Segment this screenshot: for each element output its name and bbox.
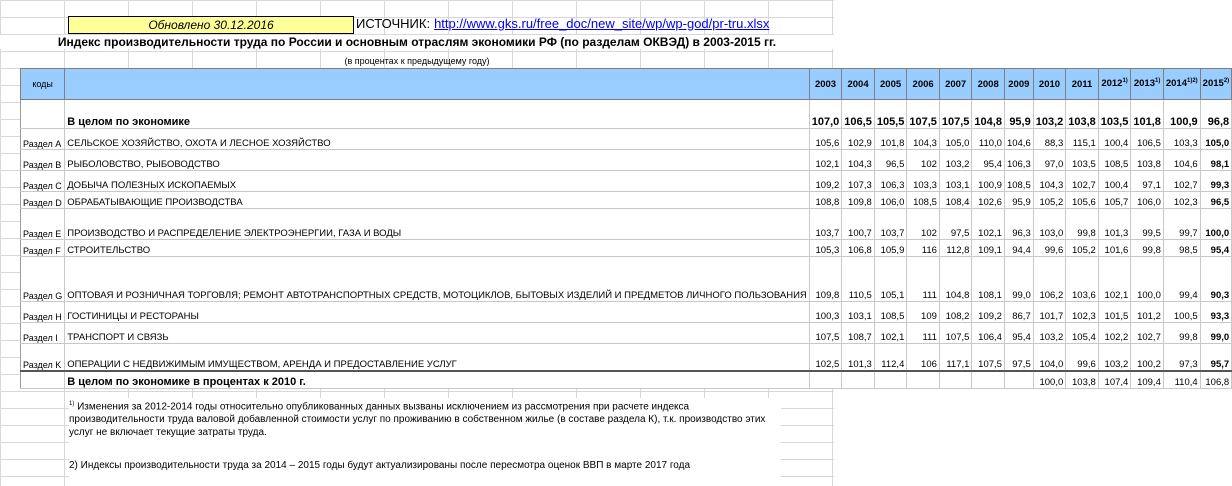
value-cell[interactable]: 102,5 [809, 344, 842, 372]
year-label: 2007 [945, 78, 967, 90]
year-footnote-marker: 1)2) [1187, 78, 1198, 85]
section-code-cell[interactable] [21, 371, 65, 389]
value-cell[interactable]: 97,5 [1004, 344, 1033, 372]
value-cell[interactable]: 111 [907, 323, 940, 344]
value-cell[interactable]: 99,6 [1033, 240, 1066, 257]
value-cell[interactable]: 104,8 [972, 100, 1005, 129]
table-row [21, 100, 1232, 129]
value-cell[interactable]: 102,7 [1163, 171, 1200, 192]
value-cell[interactable] [809, 371, 842, 389]
value-cell[interactable]: 108,7 [842, 323, 875, 344]
value-cell[interactable]: 106,3 [1004, 150, 1033, 171]
value-cell[interactable]: 103,3 [1163, 129, 1200, 150]
value-cell[interactable]: 107,5 [939, 100, 972, 129]
value-cell[interactable]: 104,3 [842, 150, 875, 171]
value-cell[interactable]: 106,5 [1131, 129, 1164, 150]
value-cell[interactable]: 115,1 [1066, 129, 1099, 150]
value-cell[interactable]: 99,5 [1131, 209, 1164, 240]
year-header-2011[interactable] [1066, 69, 1099, 100]
source-link[interactable]: http://www.gks.ru/free_doc/new_site/wp/wp-god/pr-tru.xlsx [434, 16, 770, 31]
value-cell[interactable]: 103,5 [1098, 100, 1131, 129]
year-header-2009[interactable] [1004, 69, 1033, 100]
value-cell[interactable]: 97,0 [1033, 150, 1066, 171]
section-name-cell[interactable]: В целом по экономике в процентах к 2010 г. [65, 371, 810, 389]
year-footnote-marker: 2) [1223, 78, 1230, 85]
value-cell[interactable]: 103,5 [1066, 150, 1099, 171]
table-row [21, 150, 1232, 171]
value-cell[interactable]: 107,5 [972, 344, 1005, 372]
value-cell[interactable]: 97,3 [1163, 344, 1200, 372]
value-cell[interactable]: 95,4 [972, 150, 1005, 171]
section-code-cell[interactable]: Раздел C [21, 171, 65, 192]
value-cell[interactable]: 100,0 [1033, 371, 1066, 389]
value-cell[interactable]: 86,7 [1004, 302, 1033, 323]
section-name-cell[interactable]: В целом по экономике [65, 100, 810, 129]
value-cell[interactable]: 96,5 [874, 150, 907, 171]
value-cell[interactable]: 103,7 [874, 209, 907, 240]
value-cell[interactable]: 103,2 [939, 150, 972, 171]
value-cell[interactable]: 100,9 [972, 171, 1005, 192]
value-cell[interactable]: 108,5 [874, 302, 907, 323]
value-cell[interactable]: 99,0 [1200, 323, 1231, 344]
value-cell[interactable]: 95,9 [1004, 100, 1033, 129]
value-cell[interactable]: 106,3 [874, 171, 907, 192]
section-name-cell[interactable]: ОБРАБАТЫВАЮЩИЕ ПРОИЗВОДСТВА [65, 192, 810, 209]
value-cell[interactable]: 103,2 [1033, 323, 1066, 344]
value-cell[interactable]: 107,4 [1098, 371, 1131, 389]
value-cell[interactable]: 104,6 [1004, 129, 1033, 150]
value-cell[interactable]: 106,8 [842, 240, 875, 257]
value-cell[interactable]: 107,5 [939, 323, 972, 344]
value-cell[interactable]: 106,0 [874, 192, 907, 209]
value-cell[interactable]: 109,2 [972, 302, 1005, 323]
value-cell[interactable]: 105,9 [874, 240, 907, 257]
updated-date-cell[interactable]: Обновлено 30.12.2016 [68, 16, 354, 34]
year-header-2003[interactable] [809, 69, 842, 100]
footnote-2: 2) Индексы производительности труда за 2014 – 2015 годы будут актуализированы после пересмотра оценок ВВП в марте 2017 года [69, 460, 691, 472]
year-label: 2011 [1071, 78, 1093, 90]
value-cell[interactable]: 99,8 [1163, 323, 1200, 344]
value-cell[interactable]: 106,2 [1033, 257, 1066, 302]
value-cell[interactable]: 99,6 [1066, 344, 1099, 372]
section-code-cell[interactable]: Раздел F [21, 240, 65, 257]
value-cell[interactable]: 102,7 [1066, 171, 1099, 192]
year-label: 2010 [1038, 78, 1061, 90]
value-cell[interactable]: 90,3 [1200, 257, 1231, 302]
value-cell[interactable]: 105,6 [809, 129, 842, 150]
year-footnote-marker: 1) [1122, 78, 1128, 85]
year-header-2007[interactable] [939, 69, 972, 100]
value-cell[interactable]: 108,2 [939, 302, 972, 323]
value-cell[interactable] [874, 371, 907, 389]
value-cell[interactable]: 104,0 [1033, 344, 1066, 372]
year-header-2010[interactable] [1033, 69, 1066, 100]
year-header-2012[interactable] [1098, 69, 1131, 100]
year-header-2015[interactable] [1200, 69, 1231, 100]
value-cell[interactable]: 107,5 [809, 323, 842, 344]
value-cell[interactable] [939, 371, 972, 389]
value-cell[interactable]: 103,8 [1066, 371, 1099, 389]
value-cell[interactable]: 106 [907, 344, 940, 372]
value-cell[interactable]: 101,8 [874, 129, 907, 150]
value-cell[interactable]: 99,4 [1163, 257, 1200, 302]
value-cell[interactable]: 100,5 [1163, 302, 1200, 323]
year-label: 2015 [1202, 78, 1224, 90]
value-cell[interactable]: 88,3 [1033, 129, 1066, 150]
value-cell[interactable]: 99,8 [1131, 240, 1164, 257]
table-row-index-2010 [21, 371, 1232, 389]
value-cell[interactable]: 109,1 [972, 240, 1005, 257]
table-row [21, 302, 1232, 323]
value-cell[interactable]: 108,1 [972, 257, 1005, 302]
value-cell[interactable]: 112,8 [939, 240, 972, 257]
value-cell[interactable]: 95,4 [1004, 323, 1033, 344]
value-cell[interactable]: 98,1 [1200, 150, 1231, 171]
value-cell[interactable]: 116 [907, 240, 940, 257]
year-footnote-marker: 1) [1154, 78, 1161, 85]
value-cell[interactable]: 99,0 [1004, 257, 1033, 302]
table-row [21, 323, 1232, 344]
section-code-cell[interactable]: Раздел K [21, 344, 65, 372]
table-row [21, 171, 1232, 192]
value-cell[interactable]: 108,5 [1098, 150, 1131, 171]
value-cell[interactable]: 103,6 [1066, 257, 1099, 302]
value-cell[interactable]: 101,5 [1098, 302, 1131, 323]
section-name-cell[interactable]: ОПЕРАЦИИ С НЕДВИЖИМЫМ ИМУЩЕСТВОМ, АРЕНДА И ПРЕДОСТАВЛЕНИЕ УСЛУГ [65, 344, 810, 372]
table-title: Индекс производительности труда по России и основным отраслям экономики РФ (по разделам ОКВЭД) в 2003-2015 гг. [0, 35, 834, 49]
year-label: 2003 [814, 78, 837, 90]
value-cell[interactable]: 105,0 [1200, 129, 1231, 150]
value-cell[interactable]: 102,1 [1098, 257, 1131, 302]
value-cell[interactable]: 102,6 [972, 192, 1005, 209]
value-cell[interactable]: 105,4 [1066, 323, 1099, 344]
section-code-cell[interactable] [21, 100, 65, 129]
value-cell[interactable]: 97,1 [1131, 171, 1164, 192]
section-code-cell[interactable]: Раздел B [21, 150, 65, 171]
value-cell[interactable]: 102,3 [1066, 302, 1099, 323]
value-cell[interactable] [842, 371, 875, 389]
value-cell[interactable]: 109,8 [809, 257, 842, 302]
value-cell[interactable]: 102,1 [972, 209, 1005, 240]
value-cell[interactable]: 101,6 [1098, 240, 1131, 257]
value-cell[interactable]: 109,8 [842, 192, 875, 209]
section-name-cell[interactable]: ТРАНСПОРТ И СВЯЗЬ [65, 323, 810, 344]
value-cell[interactable]: 104,6 [1163, 150, 1200, 171]
value-cell[interactable]: 104,8 [939, 257, 972, 302]
value-cell[interactable]: 95,4 [1200, 240, 1231, 257]
value-cell[interactable]: 105,1 [874, 257, 907, 302]
value-cell[interactable]: 110,0 [972, 129, 1005, 150]
year-label: 2009 [1008, 78, 1030, 90]
value-cell[interactable]: 99,3 [1200, 171, 1231, 192]
year-label: 2014 [1165, 78, 1187, 90]
value-cell[interactable]: 100,4 [1098, 129, 1131, 150]
footnote-1-marker: 1) [69, 401, 75, 407]
year-label: 2004 [847, 78, 869, 90]
section-name-cell[interactable]: ГОСТИНИЦЫ И РЕСТОРАНЫ [65, 302, 810, 323]
value-cell[interactable]: 103,1 [939, 171, 972, 192]
value-cell[interactable]: 103,2 [1098, 344, 1131, 372]
value-cell[interactable]: 108,8 [809, 192, 842, 209]
value-cell[interactable]: 105,2 [1033, 192, 1066, 209]
value-cell[interactable]: 103,8 [1066, 100, 1099, 129]
table-row [21, 257, 1232, 302]
value-cell[interactable]: 110,4 [1163, 371, 1200, 389]
value-cell[interactable]: 100,2 [1131, 344, 1164, 372]
value-cell[interactable]: 111 [907, 257, 940, 302]
value-cell[interactable]: 110,5 [842, 257, 875, 302]
value-cell[interactable]: 103,8 [1131, 150, 1164, 171]
year-header-2008[interactable] [972, 69, 1005, 100]
value-cell[interactable]: 117,1 [939, 344, 972, 372]
value-cell[interactable]: 101,3 [1098, 209, 1131, 240]
year-header-2005[interactable] [874, 69, 907, 100]
value-cell[interactable]: 102 [907, 150, 940, 171]
value-cell[interactable]: 109,4 [1131, 371, 1164, 389]
footnote-1-text: Изменения за 2012-2014 годы относительно опубликованных данных вызваны исключением из рассмотрения при расчете индекса производительности труда валовой добавленной стоимости услуг по проживанию в собственном жилье (в составе раздела К), т.к. производство этих услуг не включает текущие затраты труда. [69, 401, 766, 439]
value-cell[interactable]: 105,3 [809, 240, 842, 257]
year-header-2004[interactable] [842, 69, 875, 100]
source-label: ИСТОЧНИК: [356, 16, 431, 31]
value-cell[interactable]: 102,1 [809, 150, 842, 171]
source-cell[interactable] [356, 16, 769, 32]
value-cell[interactable]: 99,7 [1163, 209, 1200, 240]
header-row [21, 69, 1232, 100]
value-cell[interactable]: 101,7 [1033, 302, 1066, 323]
value-cell[interactable]: 102,2 [1098, 323, 1131, 344]
table-row [21, 344, 1232, 372]
value-cell[interactable]: 100,0 [1200, 209, 1231, 240]
value-cell[interactable]: 100,0 [1131, 257, 1164, 302]
value-cell[interactable]: 100,4 [1098, 171, 1131, 192]
section-code-cell[interactable]: Раздел I [21, 323, 65, 344]
value-cell[interactable]: 107,3 [842, 171, 875, 192]
table-body [21, 100, 1232, 389]
value-cell[interactable]: 103,0 [1033, 209, 1066, 240]
section-code-cell[interactable]: Раздел G [21, 257, 65, 302]
year-label: 2012 [1101, 78, 1123, 90]
value-cell[interactable]: 95,7 [1200, 344, 1231, 372]
value-cell[interactable]: 107,0 [809, 100, 842, 129]
year-label: 2008 [977, 78, 999, 90]
value-cell[interactable]: 98,5 [1163, 240, 1200, 257]
value-cell[interactable]: 103,7 [809, 209, 842, 240]
year-header-2014[interactable] [1163, 69, 1200, 100]
codes-header[interactable]: коды [21, 69, 65, 100]
section-name-cell[interactable]: РЫБОЛОВСТВО, РЫБОВОДСТВО [65, 150, 810, 171]
section-name-cell[interactable]: ПРОИЗВОДСТВО И РАСПРЕДЕЛЕНИЕ ЭЛЕКТРОЭНЕРГИИ, ГАЗА И ВОДЫ [65, 209, 810, 240]
table-row [21, 240, 1232, 257]
value-cell[interactable]: 101,2 [1131, 302, 1164, 323]
value-cell[interactable]: 106,0 [1131, 192, 1164, 209]
value-cell[interactable]: 100,7 [842, 209, 875, 240]
value-cell[interactable]: 109,2 [809, 171, 842, 192]
section-name-cell[interactable]: СЕЛЬСКОЕ ХОЗЯЙСТВО, ОХОТА И ЛЕСНОЕ ХОЗЯЙСТВО [65, 129, 810, 150]
year-label: 2005 [880, 78, 902, 90]
value-cell[interactable]: 102,3 [1163, 192, 1200, 209]
value-cell[interactable]: 107,5 [907, 100, 940, 129]
value-cell[interactable]: 105,2 [1066, 240, 1099, 257]
value-cell[interactable]: 104,3 [1033, 171, 1066, 192]
value-cell[interactable]: 112,4 [874, 344, 907, 372]
value-cell[interactable]: 108,5 [1004, 171, 1033, 192]
value-cell[interactable]: 103,3 [907, 171, 940, 192]
value-cell[interactable] [907, 371, 940, 389]
value-cell[interactable]: 106,5 [842, 100, 875, 129]
section-name-cell[interactable]: СТРОИТЕЛЬСТВО [65, 240, 810, 257]
table-subtitle: (в процентах к предыдущему году) [344, 56, 490, 66]
value-cell[interactable]: 103,2 [1033, 100, 1066, 129]
value-cell[interactable]: 93,3 [1200, 302, 1231, 323]
value-cell[interactable]: 108,5 [907, 192, 940, 209]
value-cell[interactable]: 103,1 [842, 302, 875, 323]
value-cell[interactable]: 102 [907, 209, 940, 240]
value-cell[interactable]: 105,5 [874, 100, 907, 129]
value-cell[interactable]: 100,3 [809, 302, 842, 323]
value-cell[interactable]: 100,9 [1163, 100, 1200, 129]
value-cell[interactable]: 96,5 [1200, 192, 1231, 209]
value-cell[interactable]: 95,9 [1004, 192, 1033, 209]
value-cell[interactable]: 106,8 [1200, 371, 1231, 389]
name-header[interactable] [65, 69, 810, 100]
footnotes [69, 398, 781, 486]
value-cell[interactable]: 106,4 [972, 323, 1005, 344]
value-cell[interactable]: 96,3 [1004, 209, 1033, 240]
table-row [21, 129, 1232, 150]
value-cell[interactable]: 102,9 [842, 129, 875, 150]
value-cell[interactable]: 104,3 [907, 129, 940, 150]
value-cell[interactable]: 102,7 [1131, 323, 1164, 344]
value-cell[interactable]: 94,4 [1004, 240, 1033, 257]
table-row [21, 192, 1232, 209]
value-cell[interactable]: 105,6 [1066, 192, 1099, 209]
section-code-cell[interactable]: Раздел H [21, 302, 65, 323]
year-header-2013[interactable] [1131, 69, 1164, 100]
value-cell[interactable]: 105,7 [1098, 192, 1131, 209]
value-cell[interactable]: 101,8 [1131, 100, 1164, 129]
value-cell[interactable]: 99,8 [1066, 209, 1099, 240]
value-cell[interactable]: 97,5 [939, 209, 972, 240]
table-row [21, 209, 1232, 240]
value-cell[interactable] [1004, 371, 1033, 389]
value-cell[interactable] [972, 371, 1005, 389]
section-code-cell[interactable]: Раздел D [21, 192, 65, 209]
year-label: 2006 [912, 78, 934, 90]
year-header-2006[interactable] [907, 69, 940, 100]
productivity-table[interactable] [20, 68, 1232, 389]
year-label: 2013 [1133, 78, 1155, 90]
value-cell[interactable]: 102,1 [874, 323, 907, 344]
value-cell[interactable]: 96,8 [1200, 100, 1231, 129]
footnote-1 [69, 398, 781, 439]
section-name-cell[interactable]: ДОБЫЧА ПОЛЕЗНЫХ ИСКОПАЕМЫХ [65, 171, 810, 192]
section-name-cell[interactable]: ОПТОВАЯ И РОЗНИЧНАЯ ТОРГОВЛЯ; РЕМОНТ АВТОТРАНСПОРТНЫХ СРЕДСТВ, МОТОЦИКЛОВ, БЫТОВЫХ ИЗДЕЛИЙ И ПРЕДМЕТОВ ЛИЧНОГО ПОЛЬЗОВАНИЯ [65, 257, 810, 302]
value-cell[interactable]: 105,0 [939, 129, 972, 150]
section-code-cell[interactable]: Раздел A [21, 129, 65, 150]
value-cell[interactable]: 108,4 [939, 192, 972, 209]
section-code-cell[interactable]: Раздел E [21, 209, 65, 240]
value-cell[interactable]: 101,3 [842, 344, 875, 372]
value-cell[interactable]: 109 [907, 302, 940, 323]
